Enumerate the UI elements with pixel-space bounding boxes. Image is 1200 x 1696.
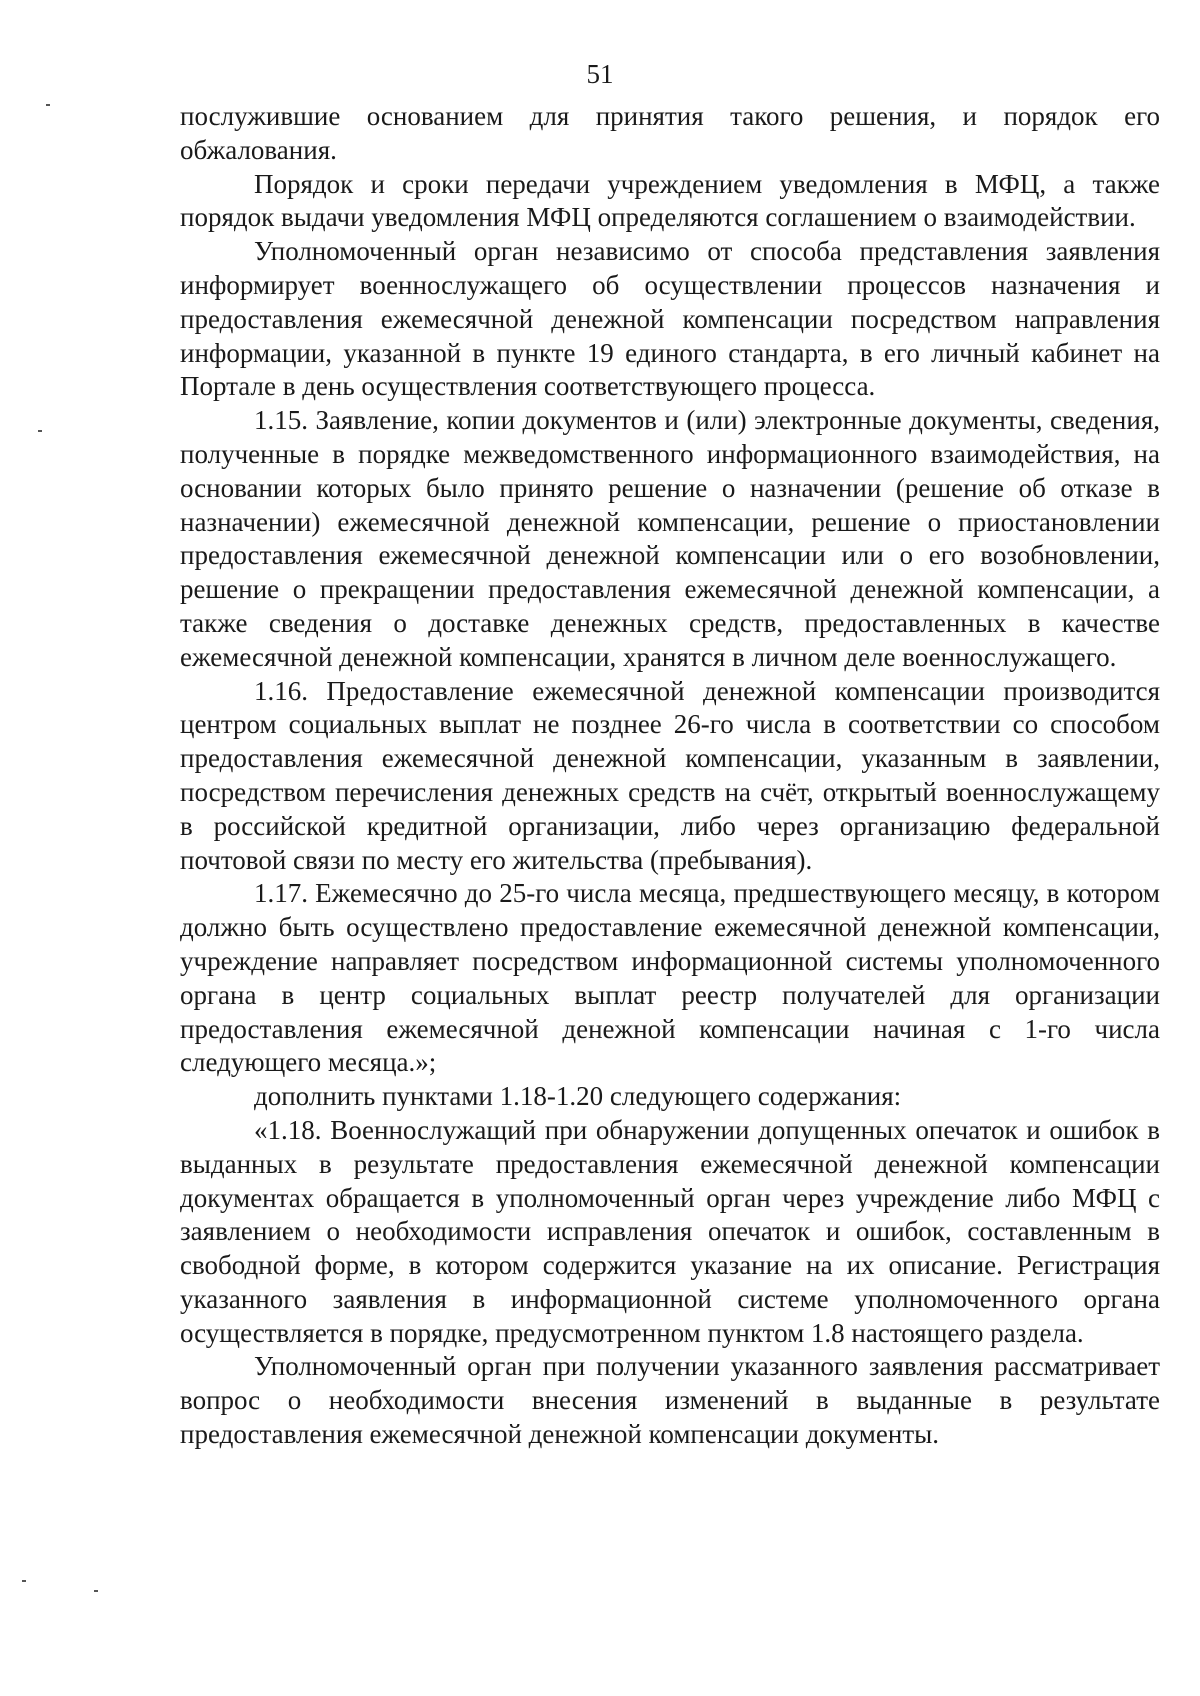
paragraph-9: Уполномоченный орган при получении указанного заявления рассматривает вопрос о необходимости внесения изменений в выданные в результате предоставления ежемесячной денежной компенсации документы. — [180, 1351, 1160, 1450]
scan-mark-1 — [46, 104, 50, 106]
paragraph-1: послужившие основанием для принятия такого решения, и порядок его обжалования. — [180, 101, 1160, 165]
scan-mark-4 — [94, 1590, 98, 1592]
scan-mark-3 — [22, 1580, 26, 1582]
paragraph-4: 1.15. Заявление, копии документов и (или) электронные документы, сведения, полученные в порядке межведомственного информационного взаимодействия, на основании которых было принято решение о назначении (решение об отказе в назначении) ежемесячной денежной компенсации, решение о приостановлении предоставления ежемесячной денежной компенсации или о его возобновлении, решение о прекращении предоставления ежемесячной денежной компенсации, а также сведения о доставке денежных средств, предоставленных в качестве ежемесячной денежной компенсации, хранятся в личном деле военнослужащего. — [180, 405, 1160, 672]
page-number: 51 — [586, 59, 614, 89]
paragraph-7: дополнить пунктами 1.18-1.20 следующего содержания: — [254, 1081, 902, 1112]
paragraph-8: «1.18. Военнослужащий при обнаружении допущенных опечаток и ошибок в выданных в результате предоставления ежемесячной денежной компенсации документах обращается в уполномоченный орган через учреждение либо МФЦ с заявлением о необходимости исправления опечаток и ошибок, составленным в свободной форме, в котором содержится указание на их описание. Регистрация указанного заявления в информационной системе уполномоченного органа осуществляется в порядке, предусмотренном пунктом 1.8 настоящего раздела. — [180, 1114, 1160, 1348]
paragraph-2: Порядок и сроки передачи учреждением уведомления в МФЦ, а также порядок выдачи уведомления МФЦ определяются соглашением о взаимодействии. — [180, 168, 1160, 233]
paragraph-5: 1.16. Предоставление ежемесячной денежной компенсации производится центром социальных выплат не позднее 26-го числа в соответствии со способом предоставления ежемесячной денежной компенсации, указанным в заявлении, посредством перечисления денежных средств на счёт, открытый военнослужащему в российской кредитной организации, либо через организацию федеральной почтовой связи по месту его жительства (пребывания). — [180, 675, 1160, 875]
paragraph-6: 1.17. Ежемесячно до 25-го числа месяца, предшествующего месяцу, в котором должно быть осуществлено предоставление ежемесячной денежной компенсации, учреждение направляет посредством информационной системы уполномоченного органа в центр социальных выплат реестр получателей для организации предоставления ежемесячной денежной компенсации начиная с 1-го числа следующего месяца.»; — [180, 878, 1160, 1078]
document-body — [180, 100, 1160, 1452]
paragraph-3: Уполномоченный орган независимо от способа представления заявления информирует военнослужащего об осуществлении процессов назначения и предоставления ежемесячной денежной компенсации посредством направления информации, указанной в пункте 19 единого стандарта, в его личный кабинет на Портале в день осуществления соответствующего процесса. — [180, 236, 1160, 402]
scan-mark-2 — [38, 430, 42, 432]
